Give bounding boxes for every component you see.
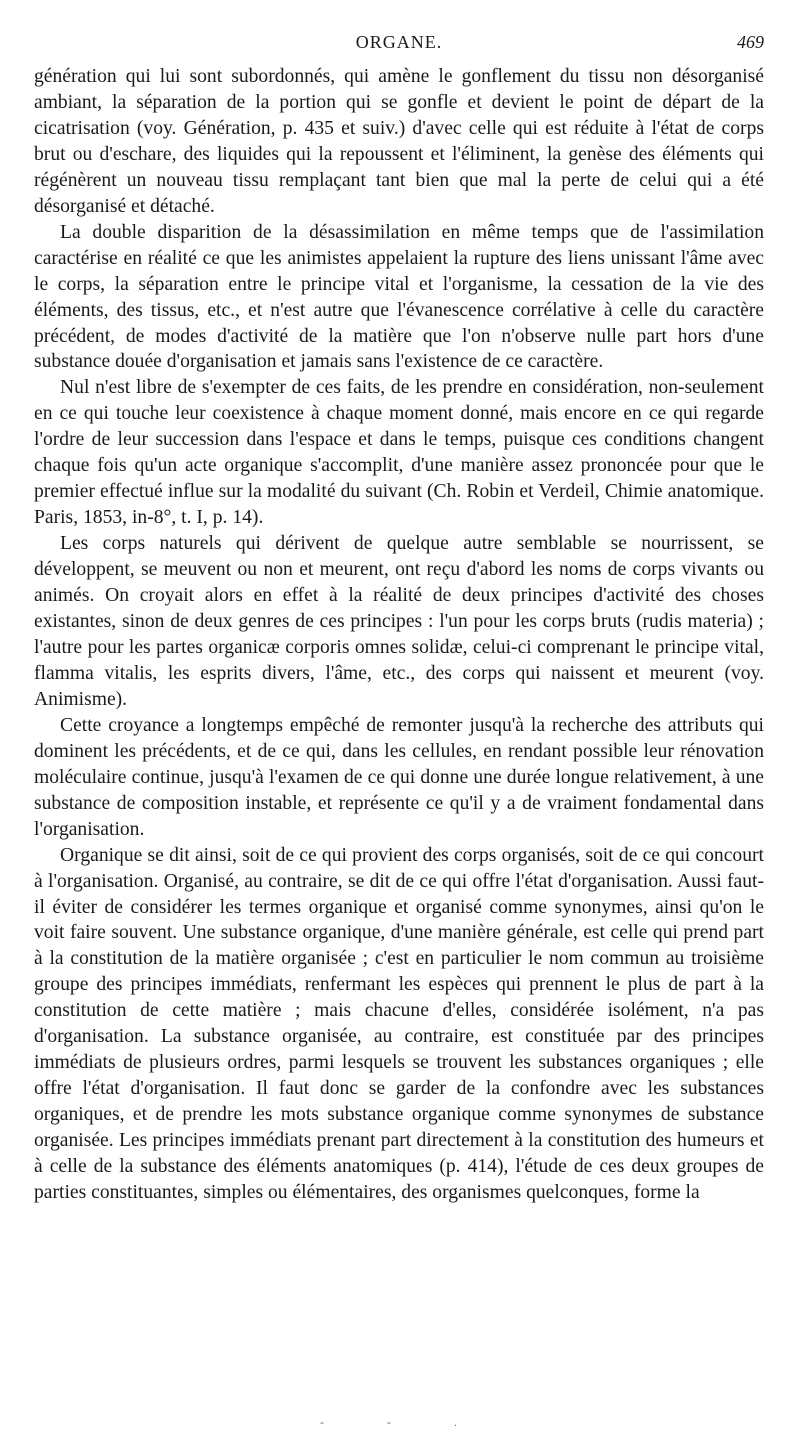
- paragraph: La double disparition de la désassimilation en même temps que de l'assimilation caractérise en réalité ce que les animistes appelaient la rupture des liens unissant l'âme avec le corps, la séparation entre le principe vital et l'organisme, la cessation de la vie des éléments, des tissus, etc., et n'est autre que l'évanescence corrélative à celle du caractère précédent, de modes d'activité de la matière que l'on n'observe nulle part hors d'une substance douée d'organisation et jamais sans l'existence de ce caractère.: [34, 221, 764, 373]
- paragraph: Cette croyance a longtemps empêché de remonter jusqu'à la recherche des attributs qui dominent les précédents, et de ce qui, dans les cellules, en rendant possible leur rénovation moléculaire continue, jusqu'à l'examen de ce qui donne une durée longue relativement, à une substance de composition instable, et représente ce qu'il y a de vraiment fondamental dans l'organisation.: [34, 714, 764, 840]
- page-number: 469: [737, 32, 764, 52]
- print-marks: - - .: [320, 1415, 487, 1429]
- running-title: ORGANE.: [355, 32, 443, 52]
- paragraph: Organique se dit ainsi, soit de ce qui provient des corps organisés, soit de ce qui concourt à l'organisation. Organisé, au contraire, se dit de ce qui offre l'état d'organisation. Aussi faut-il éviter de considérer les termes organique et organisé comme synonymes, ainsi qu'on le voit faire souvent. Une substance organique, d'une manière générale, est celle qui prend part à la constitution de la matière organisée ; c'est en particulier le nom commun au troisième groupe des principes immédiats, renfermant les espèces qui prennent le plus de part à la constitution de cette matière ; mais chacune d'elles, considérée isolément, n'a pas d'organisation. La substance organisée, au contraire, est constituée par des principes immédiats de plusieurs ordres, parmi lesquels se trouvent les substances organiques ; elle offre l'état d'organisation. Il faut donc se garder de la confondre avec les substances organiques, et de prendre les mots substance organique comme synonymes de substance organisée. Les principes immédiats prenant part directement à la constitution des humeurs et à celle de la substance des éléments anatomiques (p. 414), l'étude de ces deux groupes de parties constituantes, simples ou élémentaires, des organismes quelconques, forme la: [34, 844, 764, 1203]
- running-header: [34, 28, 764, 58]
- body-text: [34, 64, 764, 1206]
- paragraph: génération qui lui sont subordonnés, qui amène le gonflement du tissu non désorganisé ambiant, la séparation de la portion qui se gonfle et devient le point de départ de la cicatrisation (voy. Génération, p. 435 et suiv.) d'avec celle qui est réduite à l'état de corps brut ou d'eschare, des liquides qui la repoussent et l'éliminent, la genèse des éléments qui régénèrent un nouveau tissu remplaçant tant bien que mal la perte de celui qui a été désorganisé et détaché.: [34, 66, 764, 217]
- paragraph: Les corps naturels qui dérivent de quelque autre semblable se nourrissent, se développent, se meuvent ou non et meurent, ont reçu d'abord les noms de corps vivants ou animés. On croyait alors en effet à la réalité de deux principes d'activité des choses existantes, sinon de deux genres de ces principes : l'un pour les corps bruts (rudis materia) ; l'autre pour les partes organicæ corporis omnes solidæ, celui-ci comprenant le principe vital, flamma vitalis, les esprits divers, l'âme, etc., des corps qui naissent et meurent (voy. Animisme).: [34, 533, 764, 710]
- paragraph: Nul n'est libre de s'exempter de ces faits, de les prendre en considération, non-seulement en ce qui touche leur coexistence à chaque moment donné, mais encore en ce qui regarde l'ordre de leur succession dans l'espace et dans le temps, puisque ces conditions changent chaque fois qu'un acte organique s'accomplit, d'une manière assez prononcée pour que le premier effectué influe sur la modalité du suivant (Ch. Robin et Verdeil, Chimie anatomique. Paris, 1853, in-8°, t. I, p. 14).: [34, 377, 764, 529]
